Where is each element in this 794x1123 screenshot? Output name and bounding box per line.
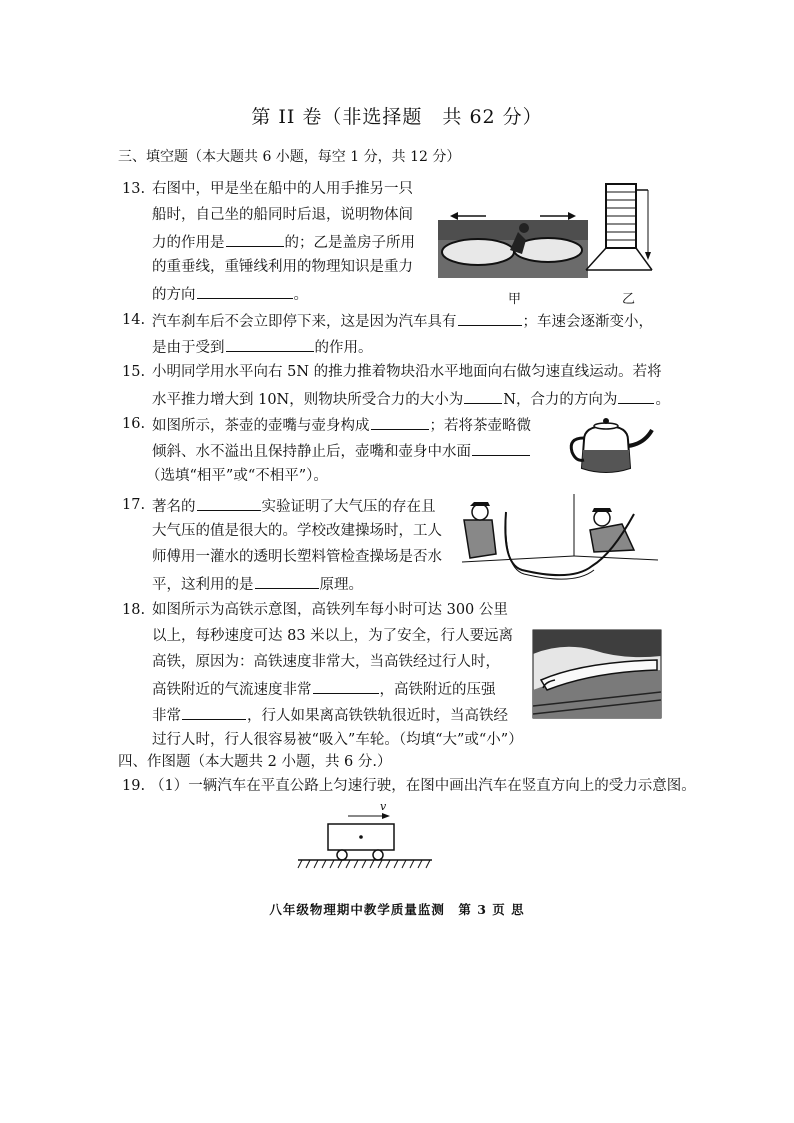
- q13-text-line: 的方向 。: [152, 280, 308, 308]
- q17-text-line: 著名的 实验证明了大气压的存在且: [152, 492, 436, 520]
- page-title: 第 II 卷（非选择题 共 62 分）: [251, 106, 543, 128]
- answer-blank[interactable]: [255, 570, 319, 589]
- figure-label-yi: 乙: [622, 292, 636, 307]
- question-number: 13.: [122, 181, 146, 197]
- question-number: 18.: [122, 602, 146, 618]
- car-on-road-figure: [298, 800, 438, 874]
- answer-blank[interactable]: [472, 437, 530, 456]
- q13-text-line: 力的作用是 的；乙是盖房子所用: [152, 228, 415, 256]
- q17-text-line: 师傅用一灌水的透明长塑料管检查操场是否水: [152, 549, 442, 565]
- answer-blank[interactable]: [313, 675, 379, 694]
- question-number: 15.: [122, 364, 146, 380]
- q13-text-line: 的重垂线，重锤线利用的物理知识是重力: [152, 259, 413, 275]
- q19-text-line: （1）一辆汽车在平直公路上匀速行驶，在图中画出汽车在竖直方向上的受力示意图。: [150, 778, 696, 794]
- section-header-drawing: 四、作图题（本大题共 2 小题，共 6 分.）: [118, 754, 392, 770]
- teapot-figure: [566, 416, 658, 480]
- answer-blank[interactable]: [226, 333, 314, 352]
- answer-blank[interactable]: [458, 307, 522, 326]
- q18-text-line: 过行人时，行人很容易被“吸入”车轮。（均填“大”或“小”）: [152, 732, 523, 748]
- answer-blank[interactable]: [371, 411, 429, 430]
- answer-blank[interactable]: [464, 385, 502, 404]
- answer-blank[interactable]: [197, 492, 261, 511]
- question-number: 14.: [122, 312, 146, 328]
- answer-blank[interactable]: [182, 701, 246, 720]
- q16-text-line: （选填“相平”或“不相平”）。: [146, 468, 328, 484]
- brick-wall-plumb-figure: [586, 180, 658, 285]
- answer-blank[interactable]: [197, 280, 293, 299]
- q15-text-line: 水平推力增大到 10N，则物块所受合力的大小为 N，合力的方向为 。: [152, 385, 670, 413]
- question-number: 19.: [122, 778, 146, 794]
- answer-blank[interactable]: [226, 228, 284, 247]
- q18-text-line: 高铁附近的气流速度非常 ，高铁附近的压强: [152, 675, 496, 703]
- q13-text-line: 船时，自己坐的船同时后退，说明物体间: [152, 207, 413, 223]
- q15-text-line: 小明同学用水平向右 5N 的推力推着物块沿水平地面向右做匀速直线运动。若将: [152, 364, 662, 380]
- high-speed-train-figure: [533, 630, 661, 718]
- q14-text-line: 汽车刹车后不会立即停下来，这是因为汽车具有 ；车速会逐渐变小，: [152, 307, 653, 335]
- figure-label-jia: 甲: [508, 292, 522, 307]
- q18-text-line: 高铁，原因为：高铁速度非常大，当高铁经过行人时，: [152, 654, 500, 670]
- section-header-fill-in: 三、填空题（本大题共 6 小题，每空 1 分，共 12 分）: [118, 149, 461, 165]
- q18-text-line: 以上，每秒速度可达 83 米以上，为了安全，行人要远离: [152, 628, 514, 644]
- workers-water-level-figure: [462, 494, 658, 586]
- q17-text-line: 大气压的值是很大的。学校改建操场时，工人: [152, 523, 442, 539]
- answer-blank[interactable]: [618, 385, 654, 404]
- q14-text-line: 是由于受到 的作用。: [152, 333, 373, 361]
- q16-text-line: 倾斜、水不溢出且保持静止后，壶嘴和壶身中水面: [152, 437, 531, 465]
- q18-text-line: 如图所示为高铁示意图，高铁列车每小时可达 300 公里: [152, 602, 508, 618]
- page-footer: 八年级物理期中教学质量监测 第 3 页 思: [269, 902, 525, 917]
- velocity-label: v: [380, 800, 387, 813]
- q18-text-line: 非常 ，行人如果离高铁铁轨很近时，当高铁经: [152, 701, 508, 729]
- boats-figure: [438, 210, 588, 282]
- q16-text-line: 如图所示，茶壶的壶嘴与壶身构成 ；若将茶壶略微: [152, 411, 531, 439]
- question-number: 17.: [122, 497, 146, 513]
- question-number: 16.: [122, 416, 146, 432]
- q17-text-line: 平，这利用的是 原理。: [152, 570, 363, 598]
- q13-text-line: 右图中，甲是坐在船中的人用手推另一只: [152, 181, 413, 197]
